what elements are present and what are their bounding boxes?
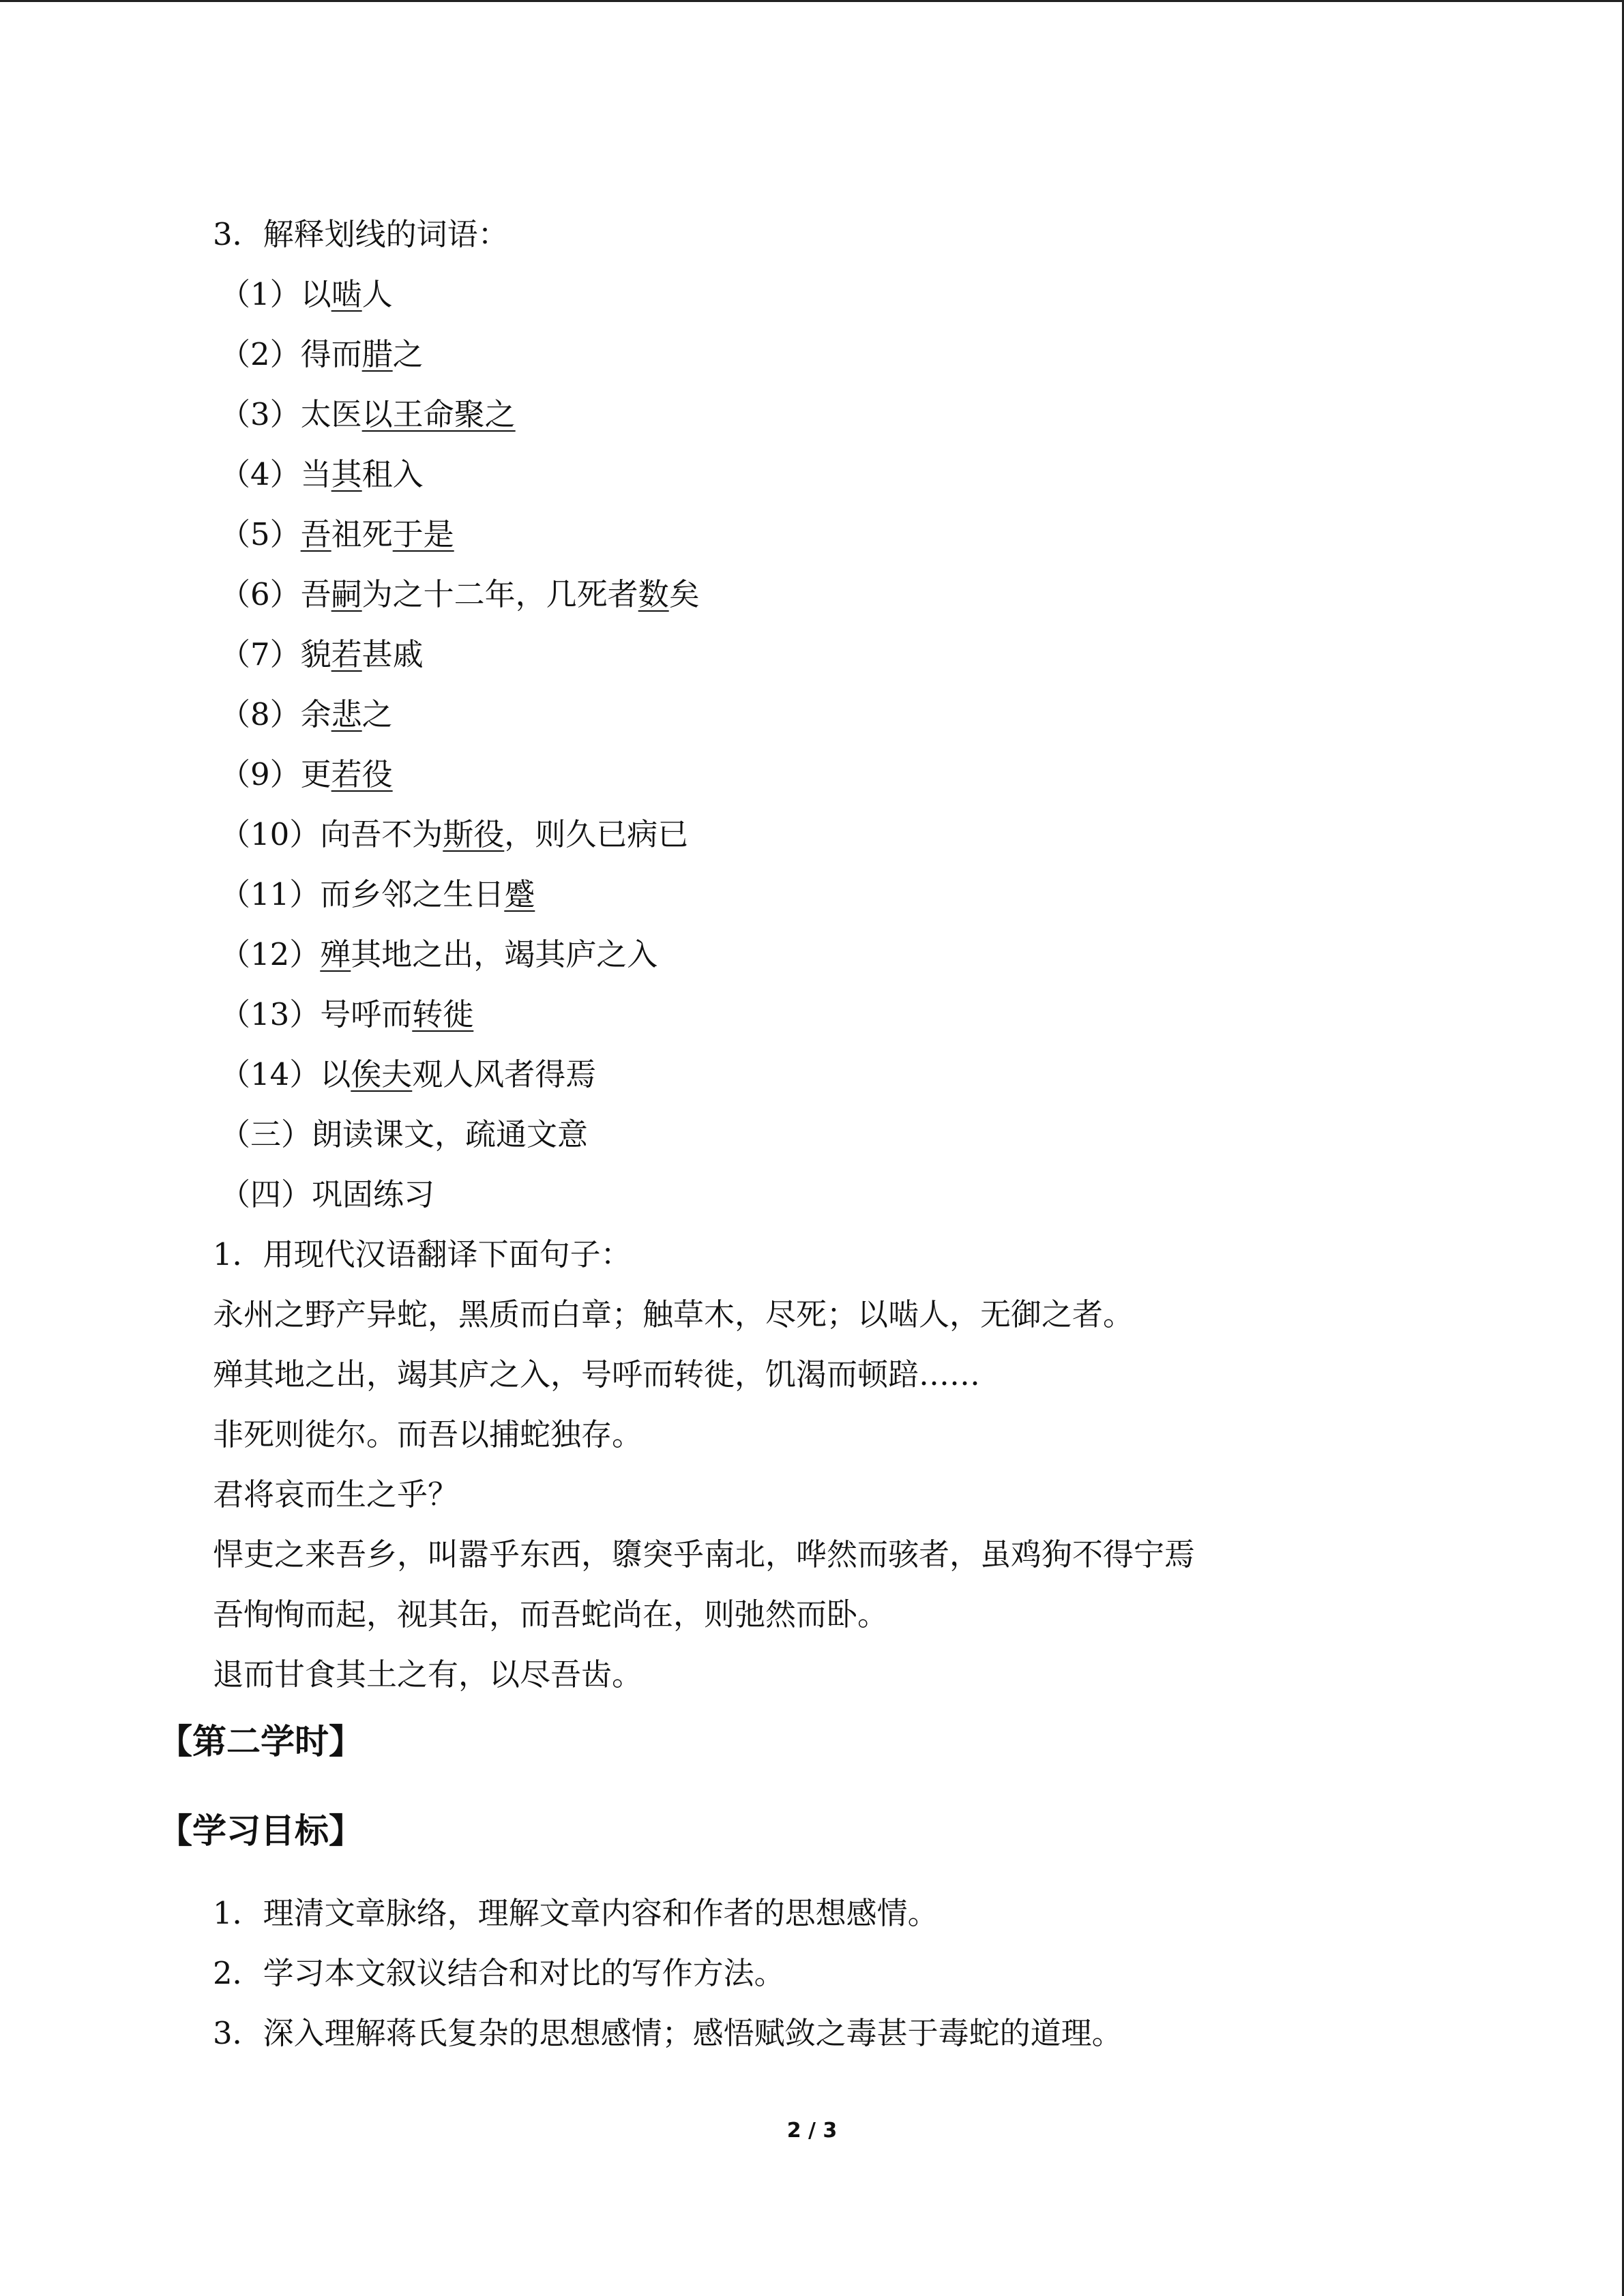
page-number: 2 / 3 [786, 2119, 838, 2143]
translate-title: 1．用现代汉语翻译下面句子： [213, 1236, 632, 1272]
vocab-item-11: （11）而乡邻之生日蹙 [220, 876, 535, 912]
translate-sentence-2: 殚其地之出，竭其庐之入，号呼而转徙，饥渴而顿踣…… [213, 1356, 981, 1392]
vocab-item-1: （1）以啮人 [220, 276, 393, 312]
page-border-top [0, 0, 1624, 2]
vocab-item-12: （12）殚其地之出，竭其庐之入 [220, 936, 658, 972]
translate-sentence-6: 吾恂恂而起，视其缶，而吾蛇尚在，则弛然而卧。 [213, 1596, 889, 1632]
section-3-heading: （三）朗读课文，疏通文意 [220, 1116, 589, 1152]
vocab-item-13: （13）号呼而转徙 [220, 996, 474, 1032]
heading-second-period: 【第二学时】 [158, 1722, 363, 1761]
heading-learning-goals: 【学习目标】 [158, 1811, 363, 1851]
goal-3: 3．深入理解蒋氏复杂的思想感情；感悟赋敛之毒甚于毒蛇的道理。 [213, 2015, 1123, 2051]
section-4-heading: （四）巩固练习 [220, 1176, 435, 1212]
exercise3-title: 3．解释划线的词语： [213, 216, 509, 252]
translate-sentence-5: 悍吏之来吾乡，叫嚣乎东西，隳突乎南北，哗然而骇者，虽鸡狗不得宁焉 [213, 1536, 1196, 1572]
vocab-item-7: （7）貌若甚戚 [220, 636, 424, 672]
translate-sentence-7: 退而甘食其土之有，以尽吾齿。 [213, 1656, 643, 1693]
translate-sentence-1: 永州之野产异蛇，黑质而白章；触草木，尽死；以啮人，无御之者。 [213, 1296, 1134, 1332]
goal-2: 2．学习本文叙议结合和对比的写作方法。 [213, 1955, 785, 1991]
vocab-item-8: （8）余悲之 [220, 696, 393, 732]
vocab-item-4: （4）当其租入 [220, 456, 424, 492]
vocab-item-3: （3）太医以王命聚之 [220, 396, 516, 432]
translate-sentence-4: 君将哀而生之乎？ [213, 1476, 459, 1512]
vocab-item-6: （6）吾嗣为之十二年，几死者数矣 [220, 576, 700, 612]
translate-sentence-3: 非死则徙尔。而吾以捕蛇独存。 [213, 1416, 643, 1452]
vocab-item-10: （10）向吾不为斯役，则久已病已 [220, 816, 689, 852]
vocab-item-5: （5）吾祖死于是 [220, 516, 454, 552]
goal-1: 1．理清文章脉络，理解文章内容和作者的思想感情。 [213, 1895, 939, 1931]
vocab-item-14: （14）以俟夫观人风者得焉 [220, 1056, 597, 1092]
vocab-item-2: （2）得而腊之 [220, 336, 424, 372]
vocab-item-9: （9）更若役 [220, 756, 393, 792]
